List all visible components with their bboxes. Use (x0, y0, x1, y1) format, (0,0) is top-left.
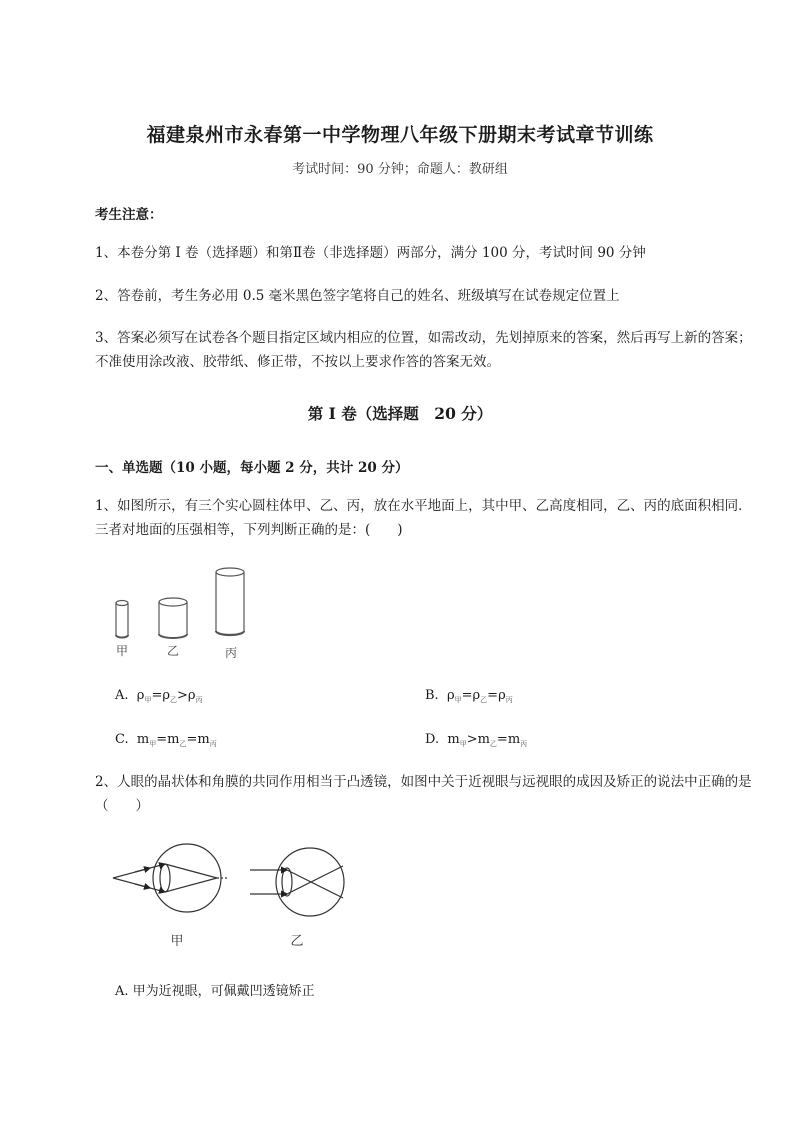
q2-option-a[interactable]: A. 甲为近视眼，可佩戴凹透镜矫正 (115, 984, 315, 999)
figure-label-jia: 甲 (115, 644, 129, 658)
part-heading: 一、单选题（10 小题，每小题 2 分，共计 20 分） (95, 460, 409, 476)
question-1-stem: 1、如图所示，有三个实心圆柱体甲、乙、丙，放在水平地面上，其中甲、乙高度相同，乙、丙的底面积相同．三者对地面的压强相等，下列判断正确的是：( ) (95, 498, 752, 538)
q1-option-d[interactable]: D. $m_甲>m_乙=m_丙$ (425, 732, 528, 748)
cylinder-yi-top (159, 598, 187, 606)
figure-label-yi: 乙 (166, 644, 180, 658)
figure-label-jia-eye: 甲 (170, 934, 184, 949)
q1-option-b[interactable]: B. $\rho_甲=\rho_乙=\rho_丙$ (425, 688, 513, 704)
q1-option-c[interactable]: C. $m_甲=m_乙=m_丙$ (115, 732, 217, 748)
notice-item-2: 2、答卷前，考生务必用 0.5 毫米黑色签字笔将自己的姓名、班级填写在试卷规定位置上 (95, 288, 620, 304)
eye-diagram-figure (105, 840, 365, 955)
notice-item-1: 1、本卷分第 I 卷（选择题）和第Ⅱ卷（非选择题）两部分，满分 100 分，考试时间 90 分钟 (95, 245, 646, 261)
eye-jia-ball (153, 844, 221, 912)
cylinder-jia-top (116, 601, 128, 606)
section-title: 第 I 卷（选择题 20 分） (307, 404, 493, 423)
figure-label-yi-eye: 乙 (290, 934, 304, 949)
eye-jia-lens (160, 864, 170, 892)
figure-label-bing: 丙 (224, 646, 238, 660)
notice-heading: 考生注意： (95, 207, 163, 223)
question-2-stem: 2、人眼的晶状体和角膜的共同作用相当于凸透镜，如图中关于近视眼与远视眼的成因及矫正的说法中正确的是（ ） (95, 774, 752, 814)
q1-option-a[interactable]: A. $\rho_甲=\rho_乙>\rho_丙$ (115, 688, 203, 704)
cylinder-bing-top (216, 568, 244, 576)
notice-item-3: 3、答案必须写在试卷各个题目指定区域内相应的位置，如需改动，先划掉原来的答案，然后再写上新的答案；不准使用涂改液、胶带纸、修正带，不按以上要求作答的答案无效。 (95, 330, 752, 370)
page-title: 福建泉州市永春第一中学物理八年级下册期末考试章节训练 (146, 124, 654, 146)
cylinders-figure (100, 560, 260, 665)
exam-subtitle: 考试时间：90 分钟；命题人：教研组 (292, 162, 508, 177)
